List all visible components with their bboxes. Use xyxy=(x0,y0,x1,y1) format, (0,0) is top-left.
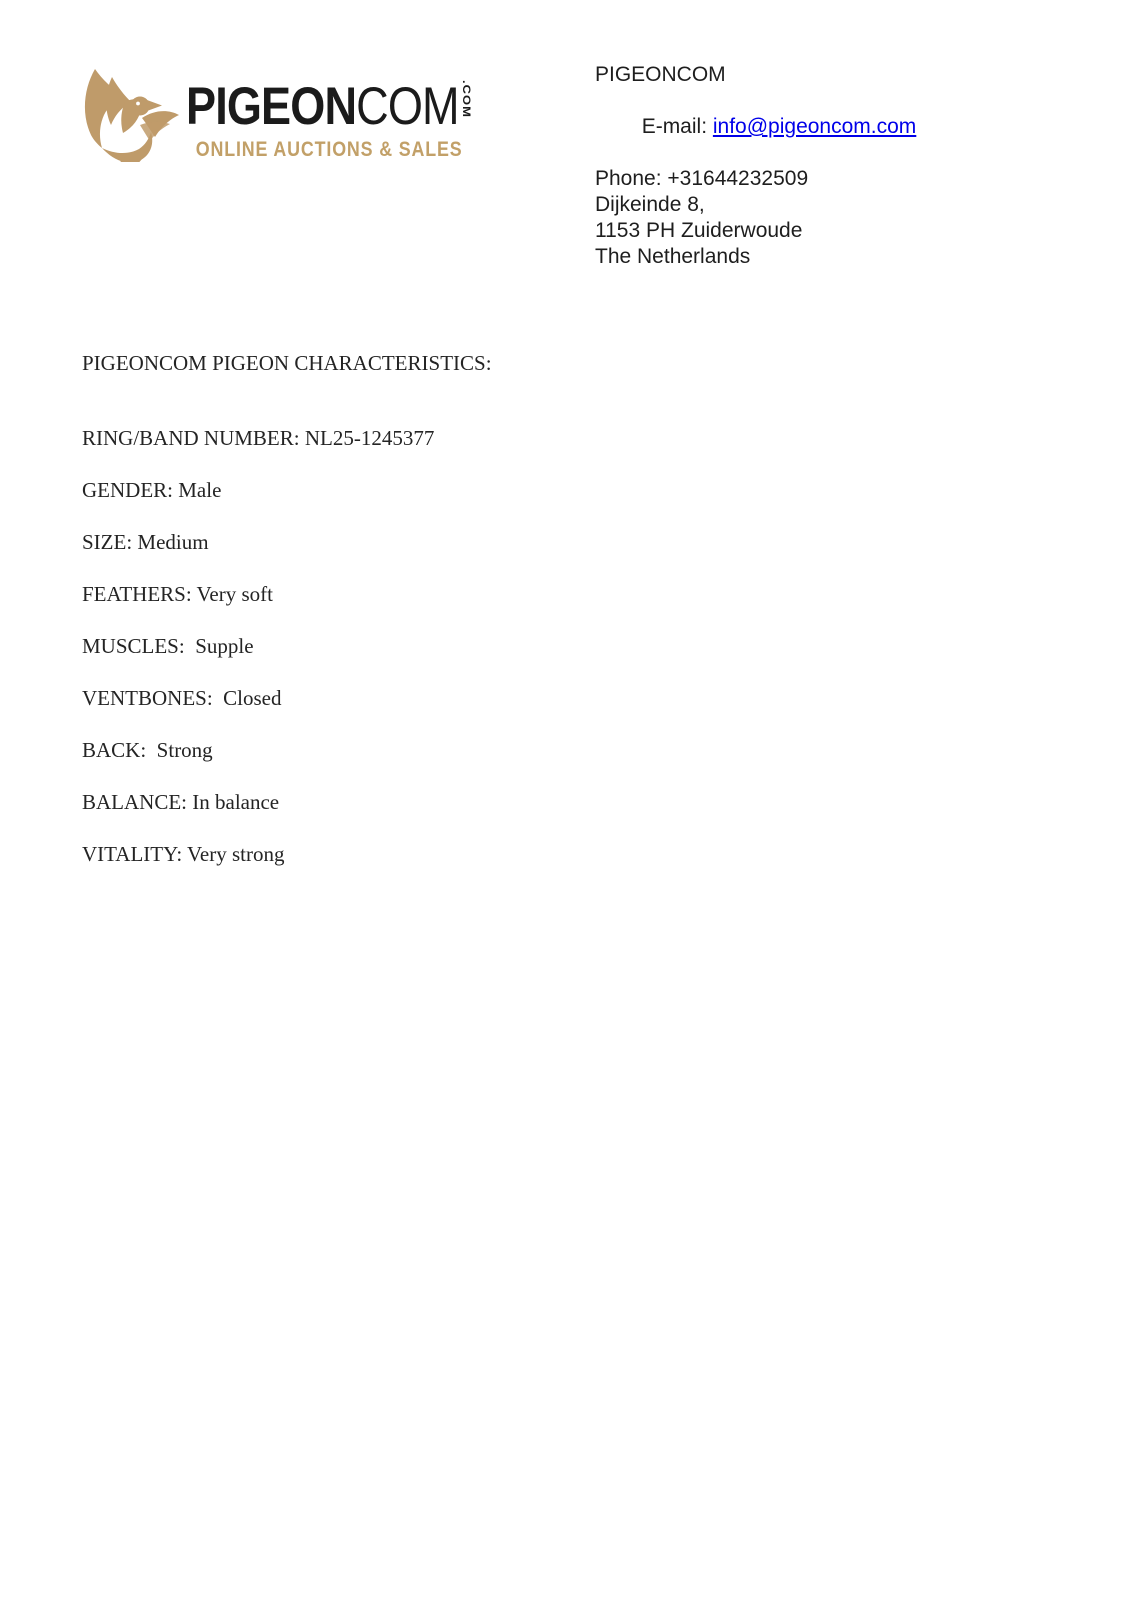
contact-address-line1: Dijkeinde 8, xyxy=(595,193,705,216)
characteristics-section xyxy=(82,350,492,896)
logo-tagline: ONLINE AUCTIONS & SALES xyxy=(195,138,463,161)
contact-block xyxy=(595,62,916,270)
line-gender: GENDER: Male xyxy=(82,478,222,502)
section-title: PIGEONCOM PIGEON CHARACTERISTICS: xyxy=(82,351,492,375)
logo-wordmark xyxy=(186,77,474,136)
contact-phone: Phone: +31644232509 xyxy=(595,167,809,190)
pigeon-bird-icon xyxy=(78,68,180,162)
logo-dotcom-vertical: .COM xyxy=(460,80,474,118)
line-muscles: MUSCLES: Supple xyxy=(82,634,254,658)
line-vitality: VITALITY: Very strong xyxy=(82,842,285,866)
contact-company: PIGEONCOM xyxy=(595,63,726,86)
email-link[interactable]: info@pigeoncom.com xyxy=(712,115,917,138)
contact-address-line2: 1153 PH Zuiderwoude xyxy=(595,219,803,242)
logo-wordmark-light: COM xyxy=(356,77,459,136)
line-feathers: FEATHERS: Very soft xyxy=(82,582,273,606)
line-ventbones: VENTBONES: Closed xyxy=(82,686,282,710)
contact-address-line3: The Netherlands xyxy=(595,245,751,268)
logo-wordmark-bold: PIGEON xyxy=(186,77,357,136)
line-balance: BALANCE: In balance xyxy=(82,790,280,814)
line-back: BACK: Strong xyxy=(82,738,213,762)
contact-email-row xyxy=(595,88,916,166)
logo-text-group xyxy=(186,77,474,162)
email-label: E-mail: xyxy=(641,115,713,138)
line-size: SIZE: Medium xyxy=(82,530,209,554)
line-ring-band-number: RING/BAND NUMBER: NL25-1245377 xyxy=(82,426,435,450)
pigeoncom-logo xyxy=(75,58,523,162)
